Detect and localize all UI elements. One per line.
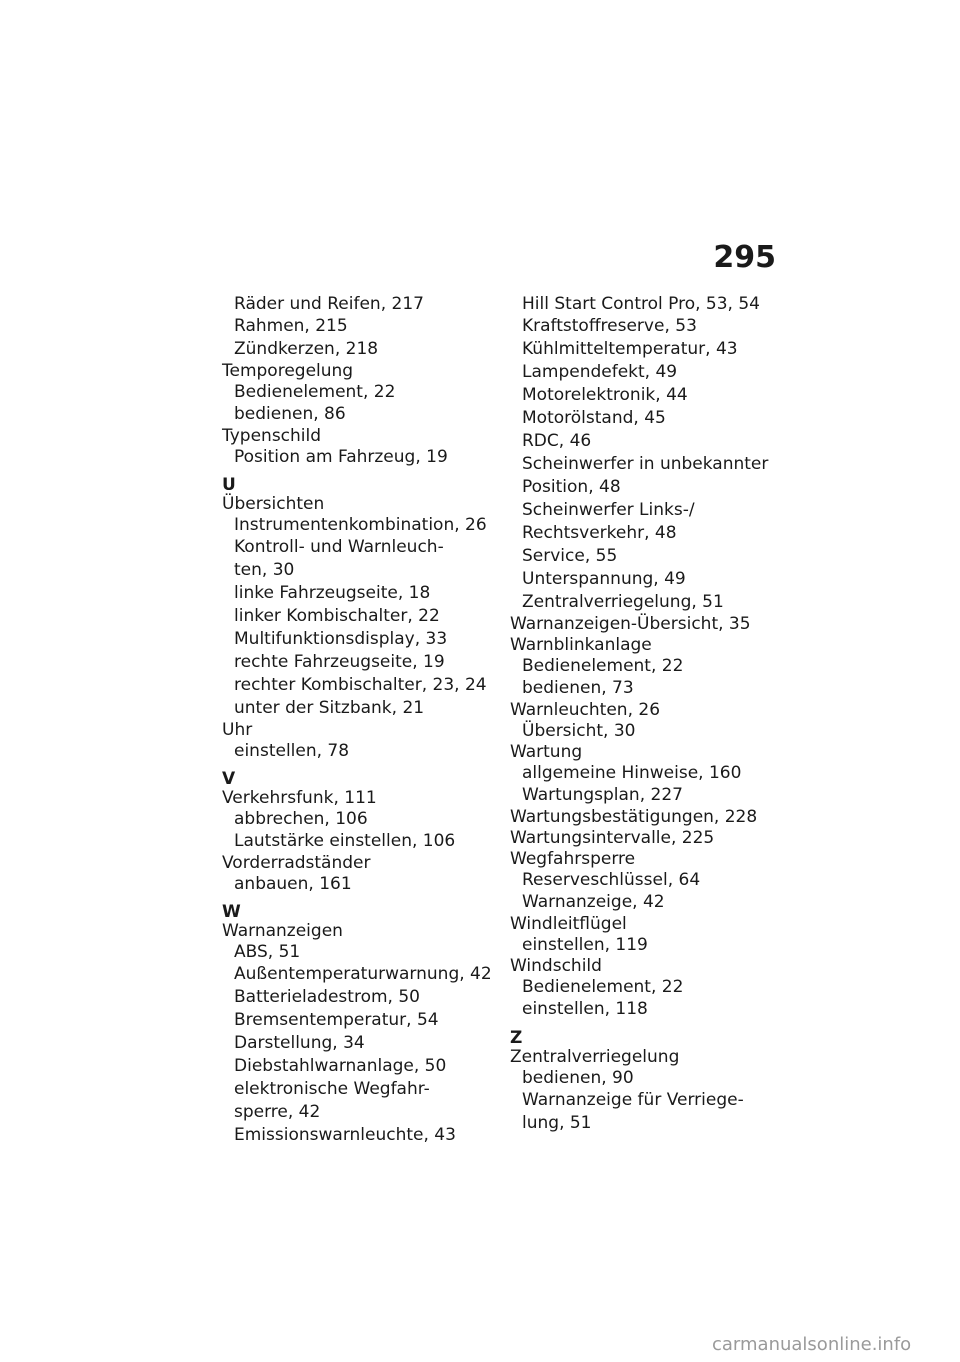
index-subentry: Wartungsplan, 227 (522, 785, 683, 805)
index-entry: Wartung (510, 742, 583, 762)
index-entry: Zentralverriegelung (510, 1047, 680, 1067)
index-subentry: linker Kombischalter, 22 (234, 606, 440, 626)
index-entry: Temporegelung (222, 361, 354, 381)
index-subentry: Diebstahlwarnanlage, 50 (234, 1056, 447, 1076)
watermark-text[interactable]: carmanualsonline.info (712, 1334, 912, 1355)
index-subentry: einstellen, 78 (234, 741, 350, 761)
index-letter-heading: Z (510, 1028, 523, 1048)
index-subentry: ABS, 51 (234, 942, 301, 962)
index-subentry: Reserveschlüssel, 64 (522, 870, 701, 890)
index-entry: Uhr (222, 720, 253, 740)
index-subentry: unter der Sitzbank, 21 (234, 698, 425, 718)
index-subentry: ten, 30 (234, 560, 295, 580)
index-subentry: Emissionswarnleuchte, 43 (234, 1125, 456, 1145)
index-subentry: Außentemperaturwarnung, 42 (234, 964, 492, 984)
index-column-right (510, 294, 790, 1135)
index-subentry: Scheinwerfer Links-/ (522, 500, 695, 520)
index-subentry: bedienen, 86 (234, 404, 346, 424)
index-column-left (222, 294, 502, 1147)
index-subentry: Bedienelement, 22 (522, 977, 684, 997)
index-subentry: Motorölstand, 45 (522, 408, 666, 428)
index-subentry: Warnanzeige für Verriege- (522, 1090, 744, 1110)
index-subentry: Scheinwerfer in unbekannter (522, 454, 769, 474)
index-subentry: Hill Start Control Pro, 53, 54 (522, 294, 760, 314)
index-entry: Warnanzeigen (222, 921, 343, 941)
index-subentry: Lampendefekt, 49 (522, 362, 678, 382)
index-letter-heading: V (222, 769, 236, 789)
index-letter-heading: U (222, 475, 236, 495)
index-entry: Wartungsbestätigungen, 228 (510, 807, 758, 827)
index-subentry: anbauen, 161 (234, 874, 352, 894)
index-subentry: Kühlmitteltemperatur, 43 (522, 339, 738, 359)
index-subentry: Kontroll- und Warnleuch- (234, 537, 444, 557)
index-entry: Vorderradständer (222, 853, 371, 873)
index-subentry: Rahmen, 215 (234, 316, 348, 336)
index-entry: Wartungsintervalle, 225 (510, 828, 715, 848)
page-number: 295 (713, 240, 776, 275)
index-subentry: Batterieladestrom, 50 (234, 987, 420, 1007)
index-entry: Windleitflügel (510, 914, 627, 934)
index-subentry: Bedienelement, 22 (234, 382, 396, 402)
index-subentry: einstellen, 118 (522, 999, 648, 1019)
index-subentry: rechte Fahrzeugseite, 19 (234, 652, 445, 672)
index-subentry: Übersicht, 30 (522, 721, 636, 741)
index-subentry: Kraftstoffreserve, 53 (522, 316, 697, 336)
index-subentry: Service, 55 (522, 546, 618, 566)
index-subentry: Lautstärke einstellen, 106 (234, 831, 456, 851)
index-subentry: Position am Fahrzeug, 19 (234, 447, 448, 467)
index-subentry: bedienen, 73 (522, 678, 634, 698)
index-subentry: sperre, 42 (234, 1102, 321, 1122)
index-subentry: Instrumentenkombination, 26 (234, 515, 487, 535)
index-entry: Warnanzeigen-Übersicht, 35 (510, 614, 751, 634)
index-subentry: Unterspannung, 49 (522, 569, 686, 589)
index-entry: Windschild (510, 956, 602, 976)
index-subentry: Bremsentemperatur, 54 (234, 1010, 439, 1030)
index-subentry: rechter Kombischalter, 23, 24 (234, 675, 487, 695)
index-entry: Übersichten (222, 494, 325, 514)
index-subentry: linke Fahrzeugseite, 18 (234, 583, 431, 603)
index-letter-heading: W (222, 902, 241, 922)
index-subentry: Darstellung, 34 (234, 1033, 365, 1053)
index-subentry: Position, 48 (522, 477, 621, 497)
index-entry: Verkehrsfunk, 111 (222, 788, 377, 808)
index-subentry: einstellen, 119 (522, 935, 648, 955)
index-subentry: Warnanzeige, 42 (522, 892, 665, 912)
index-subentry: Motorelektronik, 44 (522, 385, 688, 405)
index-entry: Warnleuchten, 26 (510, 700, 661, 720)
index-subentry: bedienen, 90 (522, 1068, 634, 1088)
index-subentry: RDC, 46 (522, 431, 592, 451)
index-entry: Wegfahrsperre (510, 849, 636, 869)
index-subentry: Multifunktionsdisplay, 33 (234, 629, 448, 649)
index-subentry: Zündkerzen, 218 (234, 339, 379, 359)
index-subentry: Rechtsverkehr, 48 (522, 523, 677, 543)
index-subentry: Zentralverriegelung, 51 (522, 592, 724, 612)
index-subentry: Räder und Reifen, 217 (234, 294, 424, 314)
index-subentry: Bedienelement, 22 (522, 656, 684, 676)
index-subentry: abbrechen, 106 (234, 809, 368, 829)
index-entry: Typenschild (222, 426, 322, 446)
index-subentry: allgemeine Hinweise, 160 (522, 763, 742, 783)
index-subentry: elektronische Wegfahr- (234, 1079, 430, 1099)
index-subentry: lung, 51 (522, 1113, 592, 1133)
index-entry: Warnblinkanlage (510, 635, 652, 655)
